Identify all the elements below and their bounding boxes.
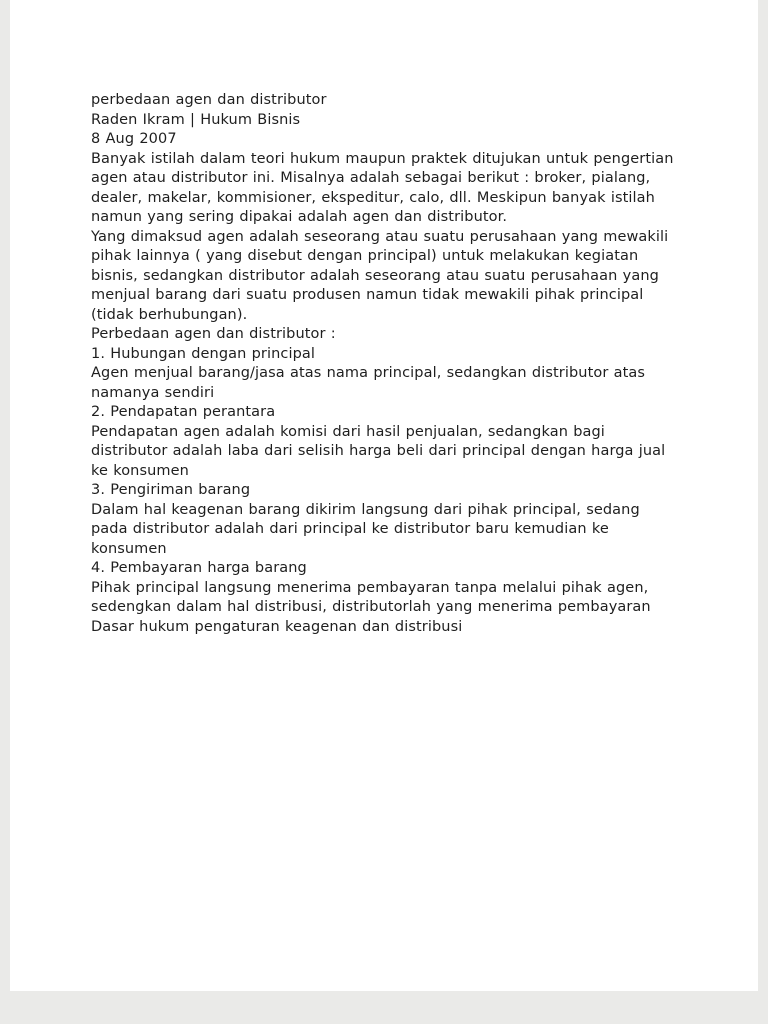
document-date: 8 Aug 2007: [91, 131, 177, 147]
document-page: [10, 0, 758, 991]
item-4-heading: 4. Pembayaran harga barang: [91, 560, 307, 576]
item-4-body: Pihak principal langsung menerima pembayaran tanpa melalui pihak agen, sedengkan dalam hal distribusi, distributorlah yang menerima pembayaran: [91, 579, 651, 615]
item-1-body: Agen menjual barang/jasa atas nama principal, sedangkan distributor atas namanya sendiri: [91, 365, 646, 401]
item-3-heading: 3. Pengiriman barang: [91, 482, 251, 498]
document-byline: Raden Ikram | Hukum Bisnis: [91, 111, 301, 128]
paragraph-definition: Yang dimaksud agen adalah seseorang atau suatu perusahaan yang mewakili pihak lainnya ( yang disebut dengan principal) untuk melakukan kegiatan bisnis, sedangkan distributor adalah seseorang atau suatu perusahaan yang menjual barang dari suatu produsen namun tidak mewakili pihak principal (tidak berhubungan).: [91, 228, 669, 323]
item-3-body: Dalam hal keagenan barang dikirim langsung dari pihak principal, sedang pada distributor adalah dari principal ke distributor baru kemudian ke konsumen: [91, 501, 640, 557]
item-2-body: Pendapatan agen adalah komisi dari hasil penjualan, sedangkan bagi distributor adalah laba dari selisih harga beli dari principal dengan harga jual ke konsumen: [91, 423, 666, 479]
footer-heading: Dasar hukum pengaturan keagenan dan distribusi: [91, 618, 463, 635]
document-title: perbedaan agen dan distributor: [91, 92, 327, 108]
comparison-heading: Perbedaan agen dan distributor :: [91, 326, 336, 342]
item-1-heading: 1. Hubungan dengan principal: [91, 345, 316, 362]
paragraph-intro: Banyak istilah dalam teori hukum maupun praktek ditujukan untuk pengertian agen atau distributor ini. Misalnya adalah sebagai berikut : broker, pialang, dealer, makelar, kommisioner, ekspeditur, calo, dll. Meskipun banyak istilah namun yang sering dipakai adalah agen dan distributor.: [91, 150, 674, 225]
item-2-heading: 2. Pendapatan perantara: [91, 404, 276, 420]
